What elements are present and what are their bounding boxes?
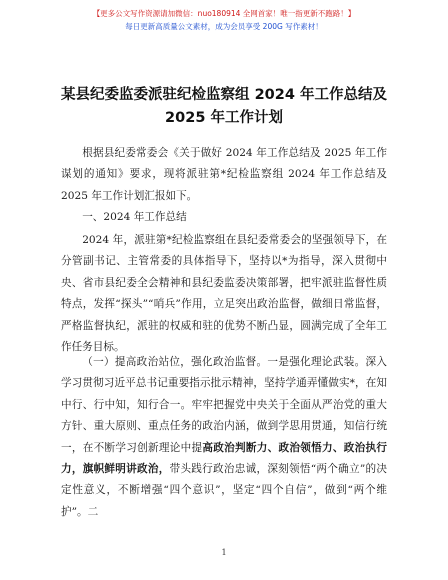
subsection-text-after: 带头践行政治忠诚，深刻领悟“两个确立”的决定性意义，不断增强“四个意识”，坚定“四个自信”，做到“两个维护”。二 bbox=[61, 463, 387, 518]
intro-paragraph: 根据县纪委常委会《关于做好 2024 年工作总结及 2025 年工作谋划的通知》要求，现将派驻第*纪检监察组 2024 年工作总结及 2025 年工作计划汇报如下。 bbox=[61, 147, 387, 202]
subsection-text-before: （一）提高政治站位，强化政治监督。一是强化理论武装。深入学习贯彻习近平总书记重要指示批示精神，坚持学通弄懂做实*，在知中行、行中知，知行合一。牢牢把握党中央关于全面从严治党的重大方针、重大原则、重点任务的政治内涵，做到学思用贯通，知信行统一，在不断学习创新理论中提 bbox=[61, 356, 387, 454]
section-heading: 一、2024 年工作总结 bbox=[82, 211, 187, 223]
page-number: 1 bbox=[221, 548, 227, 557]
promo-banner-line1: 【更多公文写作资源请加微信：nuo180914 全网首家！唯一指更新不跑路！】 bbox=[92, 9, 356, 18]
document-title: 某县纪委监委派驻纪检监察组 2024 年工作总结及 2025 年工作计划 bbox=[61, 87, 387, 126]
promo-banner-line2: 每日更新高质量公文素材，成为会员享受 200G 写作素材！ bbox=[125, 22, 323, 31]
section-paragraph: 2024 年，派驻第*纪检监察组在县纪委常委会的坚强领导下，在分管副书记、主管常委的具体指导下，坚持以*为指导，深入贯彻中央、省市县纪委全会精神和县纪委监委决策部署，把牢派驻监督性质特点，发挥“探头”“哨兵”作用，立足突出政治监督，做细日常监督，严格监督执纪，派驻的权威和驻的优势不断凸显，圆满完成了全年工作任务目标。 bbox=[61, 234, 387, 354]
subsection-emphasis: 高政治判断力、政治领悟力、政治执行力，旗帜鲜明讲政治， bbox=[61, 441, 388, 476]
subsection-paragraph bbox=[61, 352, 387, 523]
